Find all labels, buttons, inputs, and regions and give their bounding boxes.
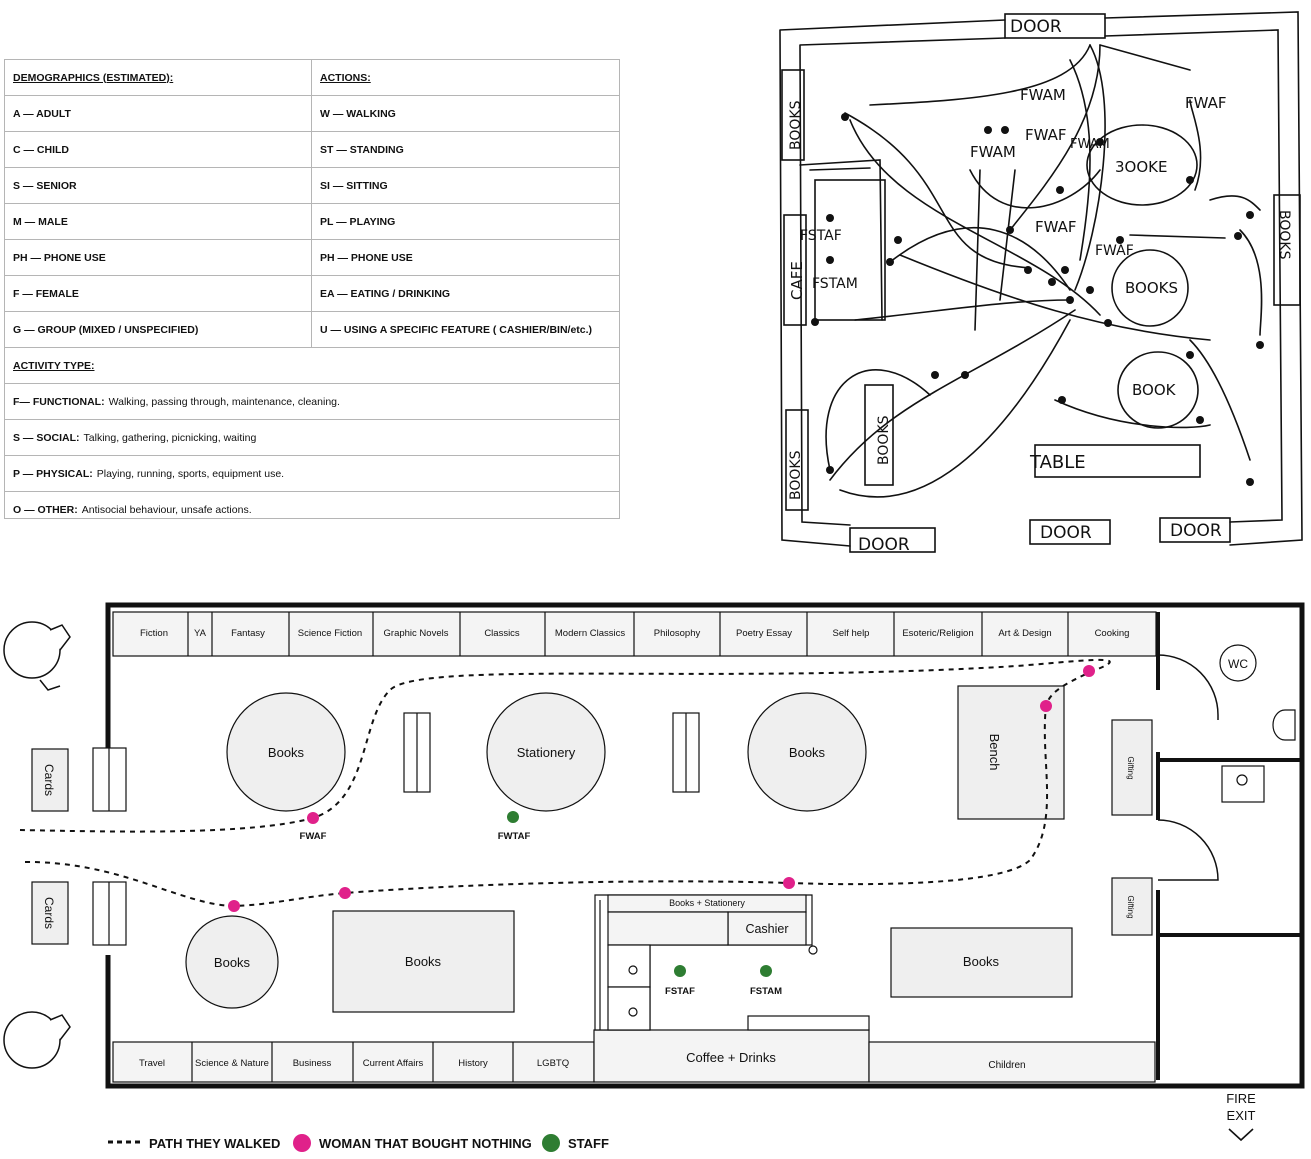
woman-legend-icon xyxy=(293,1134,311,1152)
table-row xyxy=(5,276,619,312)
demographic-code: A — ADULT xyxy=(5,96,312,131)
floor-plan-svg xyxy=(0,590,1311,1154)
fire-exit-arrow-icon xyxy=(1229,1129,1253,1140)
action-code: EA — EATING / DRINKING xyxy=(320,287,451,300)
table-row xyxy=(5,240,619,276)
fire-exit-label: EXIT xyxy=(1226,1108,1256,1123)
sketch-books-label: BOOKS xyxy=(876,415,892,465)
woman-marker xyxy=(783,877,795,889)
table-books-label: Books xyxy=(788,745,826,760)
sketch-books-label: BOOKS xyxy=(788,100,804,150)
shelf-label-fantasy: Fantasy xyxy=(231,628,265,639)
activity-row xyxy=(5,492,619,528)
sketch-door-label: DOOR xyxy=(1010,17,1062,37)
activity-row xyxy=(5,384,619,419)
tag-fstaf: FSTAF xyxy=(665,986,695,997)
cards-label: Cards xyxy=(42,896,56,930)
sketch-code: FSTAF xyxy=(800,228,842,244)
sketch-door-label: DOOR xyxy=(858,535,910,555)
action-code: W — WALKING xyxy=(320,107,396,120)
hand-drawn-sketch xyxy=(770,0,1311,565)
activity-header-row xyxy=(5,348,619,384)
demographic-code: PH — PHONE USE xyxy=(5,240,312,275)
tag-fwaf: FWAF xyxy=(299,831,327,842)
shelf-label-esoteric: Esoteric/Religion xyxy=(902,628,974,639)
shelf-label-art-design: Art & Design xyxy=(998,628,1052,639)
legend-path-label: PATH THEY WALKED xyxy=(149,1136,281,1151)
sketch-books-label: 3OOKE xyxy=(1115,158,1168,176)
demographic-code: C — CHILD xyxy=(5,132,312,167)
woman-marker xyxy=(1083,665,1095,677)
table-row xyxy=(5,204,619,240)
staff-marker xyxy=(507,811,519,823)
sketch-code: FWAF xyxy=(1025,126,1067,144)
table-row xyxy=(5,168,619,204)
woman-marker xyxy=(1040,700,1052,712)
sketch-book-label: BOOK xyxy=(1132,381,1176,399)
table-books-label: Books xyxy=(404,954,442,969)
shelf-label-ya: YA xyxy=(194,628,206,639)
table-row xyxy=(5,96,619,132)
coffee-drinks-label: Coffee + Drinks xyxy=(686,1050,776,1065)
sketch-code: FWAM xyxy=(970,143,1016,161)
woman-marker xyxy=(228,900,240,912)
activity-code: O — OTHER: xyxy=(13,504,78,516)
plan-legend xyxy=(108,1134,609,1152)
observation-codes-table xyxy=(4,59,620,519)
shelf-label-business: Business xyxy=(292,1058,332,1069)
activity-desc: Walking, passing through, maintenance, cleaning. xyxy=(108,395,340,408)
staff-marker xyxy=(760,965,772,977)
action-code: U — USING A SPECIFIC FEATURE ( CASHIER/BIN/etc.) xyxy=(320,323,593,336)
sketch-table-label: TABLE xyxy=(1030,452,1086,473)
shelf-label-travel: Travel xyxy=(138,1058,166,1069)
sketch-code: FSTAM xyxy=(812,276,858,292)
table-row xyxy=(5,132,619,168)
table-books-label: Books xyxy=(962,954,1000,969)
children-label: Children xyxy=(988,1060,1026,1071)
activity-row xyxy=(5,456,619,491)
shelf-label-current-affairs: Current Affairs xyxy=(362,1058,424,1069)
shelf-label-graphic-novels: Graphic Novels xyxy=(383,628,449,639)
activity-desc: Playing, running, sports, equipment use. xyxy=(96,467,285,480)
floor-plan xyxy=(0,590,1311,1154)
demographic-code: M — MALE xyxy=(5,204,312,239)
legend-staff-label: STAFF xyxy=(568,1136,609,1151)
actions-header: ACTIONS: xyxy=(320,71,371,84)
table-row xyxy=(5,420,619,456)
staff-legend-icon xyxy=(542,1134,560,1152)
shelf-label-self-help: Self help xyxy=(832,628,870,639)
shelf-label-history: History xyxy=(458,1058,488,1069)
activity-code: P — PHYSICAL: xyxy=(13,467,93,480)
gifting-label: Gifting xyxy=(1126,756,1135,780)
sketch-books-label: BOOKS xyxy=(788,450,804,500)
staff-marker xyxy=(674,965,686,977)
wc-label: WC xyxy=(1228,657,1248,671)
shelf-label-modern-classics: Modern Classics xyxy=(554,628,626,639)
cards-label: Cards xyxy=(42,763,56,797)
action-code: PL — PLAYING xyxy=(320,215,396,228)
table-row xyxy=(5,492,619,528)
sketch-code: FWAF xyxy=(1185,94,1227,112)
sketch-door-label: DOOR xyxy=(1040,523,1092,543)
sketch-code: FWAF xyxy=(1035,218,1077,236)
woman-marker xyxy=(307,812,319,824)
sketch-books-label: BOOKS xyxy=(1125,279,1178,297)
shelf-label-lgbtq: LGBTQ xyxy=(536,1058,570,1069)
table-row xyxy=(5,312,619,348)
activity-code: F— FUNCTIONAL: xyxy=(13,395,105,408)
cashier-label: Cashier xyxy=(745,922,789,936)
demographic-code: S — SENIOR xyxy=(5,168,312,203)
action-code: SI — SITTING xyxy=(320,179,388,192)
gifting-label: Gifting xyxy=(1126,895,1135,919)
demographic-code: F — FEMALE xyxy=(5,276,312,311)
table-row xyxy=(5,456,619,492)
shelf-label-fiction: Fiction xyxy=(140,628,168,639)
table-books-label: Books xyxy=(213,955,251,970)
sketch-code: FWAF xyxy=(1095,243,1134,259)
sketch-door-label: DOOR xyxy=(1170,521,1222,541)
table-books-label: Books xyxy=(267,745,305,760)
activity-desc: Talking, gathering, picnicking, waiting xyxy=(83,431,257,444)
activity-code: S — SOCIAL: xyxy=(13,431,80,444)
activity-desc: Antisocial behaviour, unsafe actions. xyxy=(81,504,252,516)
table-header-row xyxy=(5,60,619,96)
tag-fwtaf: FWTAF xyxy=(497,831,531,842)
table-row xyxy=(5,384,619,420)
sketch-svg xyxy=(770,0,1311,565)
sketch-books-label: BOOKS xyxy=(1276,210,1292,260)
shelf-label-science-fiction: Science Fiction xyxy=(297,628,363,639)
woman-marker xyxy=(339,887,351,899)
action-code: PH — PHONE USE xyxy=(320,251,413,264)
tag-fstam: FSTAM xyxy=(749,986,783,997)
fire-exit-label: FIRE xyxy=(1226,1091,1256,1106)
demographic-code: G — GROUP (MIXED / UNSPECIFIED) xyxy=(5,312,312,347)
legend-woman-label: WOMAN THAT BOUGHT NOTHING xyxy=(319,1136,532,1151)
shelf-label-poetry-essay: Poetry Essay xyxy=(736,628,792,639)
activity-header: ACTIVITY TYPE: xyxy=(13,359,95,372)
shelf-label-science-nature: Science & Nature xyxy=(195,1058,269,1069)
shelf-label-philosophy: Philosophy xyxy=(653,628,701,639)
bench-label: Bench xyxy=(987,733,1002,771)
shelf-label-cooking: Cooking xyxy=(1094,628,1130,639)
counter-label: Books + Stationery xyxy=(669,898,745,908)
shelf-label-classics: Classics xyxy=(484,628,520,639)
action-code: ST — STANDING xyxy=(320,143,404,156)
sketch-code: FWAM xyxy=(1020,86,1066,104)
sketch-code: FWAM xyxy=(1070,137,1110,152)
activity-row xyxy=(5,420,619,455)
demographics-header: DEMOGRAPHICS (ESTIMATED): xyxy=(5,60,312,95)
sketch-cafe-label: CAFE xyxy=(788,261,806,300)
table-stationery-label: Stationery xyxy=(516,745,576,760)
